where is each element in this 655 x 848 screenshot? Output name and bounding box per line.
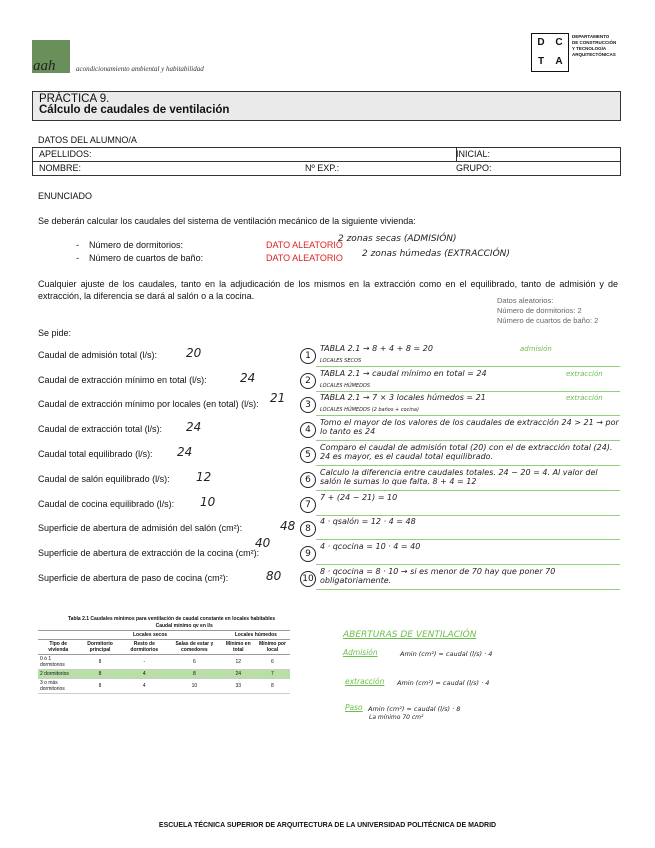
step-number-circle: 1 bbox=[300, 348, 316, 364]
bullet-dormitorios: - Número de dormitorios: bbox=[76, 240, 184, 250]
dato-aleatorio-1: DATO ALEATORIO bbox=[266, 240, 343, 250]
dcta-letter: D bbox=[537, 37, 545, 48]
handwritten-work: TABLA 2.1 → 7 × 3 locales húmedos = 21 bbox=[320, 393, 486, 402]
handwritten-work: 8 · qcocina = 8 · 10 → si es menor de 70 hay que poner 70 obligatoriamente. bbox=[320, 567, 556, 585]
handwritten-work: Comparo el caudal de admisión total (20) con el de extracción total (24). 24 es mayor, es el caudal total equilibrado. bbox=[320, 443, 613, 461]
table-col-header: Mínimo por local bbox=[255, 640, 290, 655]
random-data-note: Datos aleatorios: Número de dormitorios: 2 Número de cuartos de baño: 2 bbox=[497, 296, 599, 325]
apellidos-field[interactable]: APELLIDOS: bbox=[39, 149, 92, 159]
table-col-header: Salas de estar y comedores bbox=[167, 640, 222, 655]
admision-label: Admisión bbox=[343, 648, 378, 657]
question-label: Caudal de extracción mínimo en total (l/s): bbox=[38, 375, 207, 385]
aah-logo-text: aah bbox=[33, 58, 56, 74]
paso-formula: Amin (cm²) = caudal (l/s) · 8 bbox=[368, 705, 461, 713]
handwritten-answer: 10 bbox=[200, 495, 216, 509]
question-label: Caudal de admisión total (l/s): bbox=[38, 350, 158, 360]
practica-number: PRÁCTICA 9. bbox=[39, 93, 110, 105]
student-row-nombre bbox=[32, 162, 621, 176]
step-number-circle: 8 bbox=[300, 521, 316, 537]
green-underline bbox=[316, 391, 620, 392]
table-group-header: Caudal mínimo qv en l/s bbox=[78, 622, 290, 631]
handwritten-work: 4 · qsalón = 12 · 4 = 48 bbox=[320, 517, 416, 526]
paso-minimo: La mínimo 70 cm² bbox=[369, 714, 424, 721]
table-col-dry: Locales secos bbox=[78, 631, 221, 640]
handwritten-subnote: LOCALES HÚMEDOS (2 baños + cocina) bbox=[320, 407, 419, 413]
green-underline bbox=[316, 589, 620, 590]
step-number-circle: 3 bbox=[300, 397, 316, 413]
student-section-label: DATOS DEL ALUMNO/A bbox=[32, 134, 621, 148]
handwritten-answer: 80 bbox=[266, 569, 282, 583]
table-row: 0 ó 1 dormitorios 8 - 6 12 6 bbox=[38, 655, 290, 670]
green-underline bbox=[316, 539, 620, 540]
nexp-field[interactable]: Nº EXP.: bbox=[305, 163, 340, 173]
question-label: Superficie de abertura de paso de cocina (cm²): bbox=[38, 573, 229, 583]
step-number-circle: 5 bbox=[300, 447, 316, 463]
handwritten-answer: 40 bbox=[255, 536, 271, 550]
student-data-table bbox=[32, 134, 621, 176]
handwritten-green-note: extracción bbox=[566, 370, 603, 378]
step-number-circle: 4 bbox=[300, 422, 316, 438]
step-number-circle: 9 bbox=[300, 546, 316, 562]
question-label: Caudal de extracción total (l/s): bbox=[38, 424, 163, 434]
handwritten-work: Tomo el mayor de los valores de los caudales de extracción 24 > 21 → por lo tanto es 24 bbox=[320, 418, 619, 436]
table-col-header: Mínimo en total bbox=[222, 640, 255, 655]
caudales-table bbox=[38, 622, 290, 694]
step-number-circle: 2 bbox=[300, 373, 316, 389]
handwritten-work: Calculo la diferencia entre caudales totales. 24 − 20 = 4. Al valor del salón le sumas lo que falta. 8 + 4 = 12 bbox=[320, 468, 598, 486]
handwritten-work: TABLA 2.1 → 8 + 4 + 8 = 20 bbox=[320, 344, 433, 353]
table-col-wet: Locales húmedos bbox=[222, 631, 290, 640]
table-row: 3 o más dormitorios 8 4 10 33 8 bbox=[38, 679, 290, 694]
table-col-header: Resto de dormitorios bbox=[122, 640, 168, 655]
handwritten-note-banos: 2 zonas húmedas (EXTRACCIÓN) bbox=[362, 249, 510, 259]
question-label: Caudal de salón equilibrado (l/s): bbox=[38, 474, 170, 484]
handwritten-green-note: admisión bbox=[520, 345, 552, 353]
green-underline bbox=[316, 515, 620, 516]
question-label: Caudal de extracción mínimo por locales (en total) (l/s): bbox=[38, 399, 259, 409]
enunciado-intro: Se deberán calcular los caudales del sistema de ventilación mecánico de la siguiente vivienda: bbox=[38, 216, 416, 226]
green-underline bbox=[316, 564, 620, 565]
handwritten-note-dormitorios: 2 zonas secas (ADMISIÓN) bbox=[338, 234, 457, 244]
green-underline bbox=[316, 366, 620, 367]
green-underline bbox=[316, 465, 620, 466]
inicial-field[interactable]: INICIAL: bbox=[456, 149, 491, 159]
handwritten-subnote: LOCALES HÚMEDOS bbox=[320, 383, 371, 389]
handwritten-work: TABLA 2.1 → caudal mínimo en total = 24 bbox=[320, 369, 487, 378]
extraccion-label: extracción bbox=[345, 677, 385, 686]
footer-school: ESCUELA TÉCNICA SUPERIOR DE ARQUITECTURA DE LA UNIVERSIDAD POLITÉCNICA DE MADRID bbox=[158, 822, 497, 829]
handwritten-answer: 48 bbox=[280, 519, 296, 533]
table-caption: Tabla 2.1 Caudales mínimos para ventilación de caudal constante en locales habitables bbox=[68, 616, 276, 622]
step-number-circle: 7 bbox=[300, 497, 316, 513]
handwritten-answer: 24 bbox=[240, 371, 256, 385]
se-pide-label: Se pide: bbox=[38, 328, 72, 338]
handwritten-subnote: LOCALES SECOS bbox=[320, 358, 362, 364]
step-number-circle: 6 bbox=[300, 472, 316, 488]
green-underline bbox=[316, 415, 620, 416]
dcta-letter: T bbox=[537, 55, 545, 67]
handwritten-answer: 24 bbox=[186, 420, 202, 434]
table-row-header: Tipo de vivienda bbox=[38, 640, 78, 655]
handwritten-work: 4 · qcocina = 10 · 4 = 40 bbox=[320, 542, 421, 551]
handwritten-answer: 12 bbox=[196, 470, 212, 484]
green-underline bbox=[316, 440, 620, 441]
enunciado-paragraph: Cualquier ajuste de los caudales, tanto en la adjudicación de los mismos en la extracción como en el equilibrado, tanto de admisión y de extracción, la diferencia se dará al salón o a la cocina. bbox=[38, 279, 618, 301]
green-underline bbox=[316, 490, 620, 491]
aberturas-title: ABERTURAS DE VENTILACIÓN bbox=[343, 630, 477, 640]
paso-label: Paso bbox=[345, 703, 363, 712]
grupo-field[interactable]: GRUPO: bbox=[456, 163, 492, 173]
handwritten-answer: 24 bbox=[177, 445, 193, 459]
step-number-circle: 10 bbox=[300, 571, 316, 587]
extraccion-formula: Amin (cm²) = caudal (l/s) · 4 bbox=[397, 679, 490, 687]
aah-logo-subtitle: acondicionamiento ambiental y habitabilidad bbox=[76, 65, 204, 73]
admision-formula: Amin (cm²) = caudal (l/s) · 4 bbox=[400, 650, 493, 658]
question-label: Superficie de abertura de admisión del salón (cm²): bbox=[38, 523, 243, 533]
dcta-letter: C bbox=[555, 37, 563, 48]
table-row-selected: 2 dormitorios 8 4 8 24 7 bbox=[38, 670, 290, 679]
enunciado-label: ENUNCIADO bbox=[38, 191, 93, 201]
question-label: Caudal total equilibrado (l/s): bbox=[38, 449, 153, 459]
table-empty-corner bbox=[38, 631, 78, 640]
dcta-subtitle: DEPARTAMENTO DE CONSTRUCCIÓN Y TECNOLOGÍA ARQUITECTÓNICAS bbox=[572, 34, 617, 57]
page-title: Cálculo de caudales de ventilación bbox=[39, 104, 230, 116]
table-col-header: Dormitorio principal bbox=[78, 640, 121, 655]
question-label: Caudal de cocina equilibrado (l/s): bbox=[38, 499, 175, 509]
handwritten-answer: 20 bbox=[186, 346, 202, 360]
handwritten-answer: 21 bbox=[270, 391, 286, 405]
handwritten-work: 7 + (24 − 21) = 10 bbox=[320, 493, 398, 502]
table-empty-corner bbox=[38, 622, 78, 631]
question-label: Superficie de abertura de extracción de la cocina (cm²): bbox=[38, 548, 260, 558]
handwritten-green-note: extracción bbox=[566, 394, 603, 402]
dcta-logo bbox=[531, 33, 569, 72]
dcta-letter: A bbox=[555, 55, 563, 67]
bullet-banos: - Número de cuartos de baño: bbox=[76, 253, 204, 263]
nombre-field[interactable]: NOMBRE: bbox=[39, 163, 82, 173]
student-row-apellidos bbox=[32, 148, 621, 162]
title-box bbox=[32, 91, 621, 121]
dato-aleatorio-2: DATO ALEATORIO bbox=[266, 253, 343, 263]
